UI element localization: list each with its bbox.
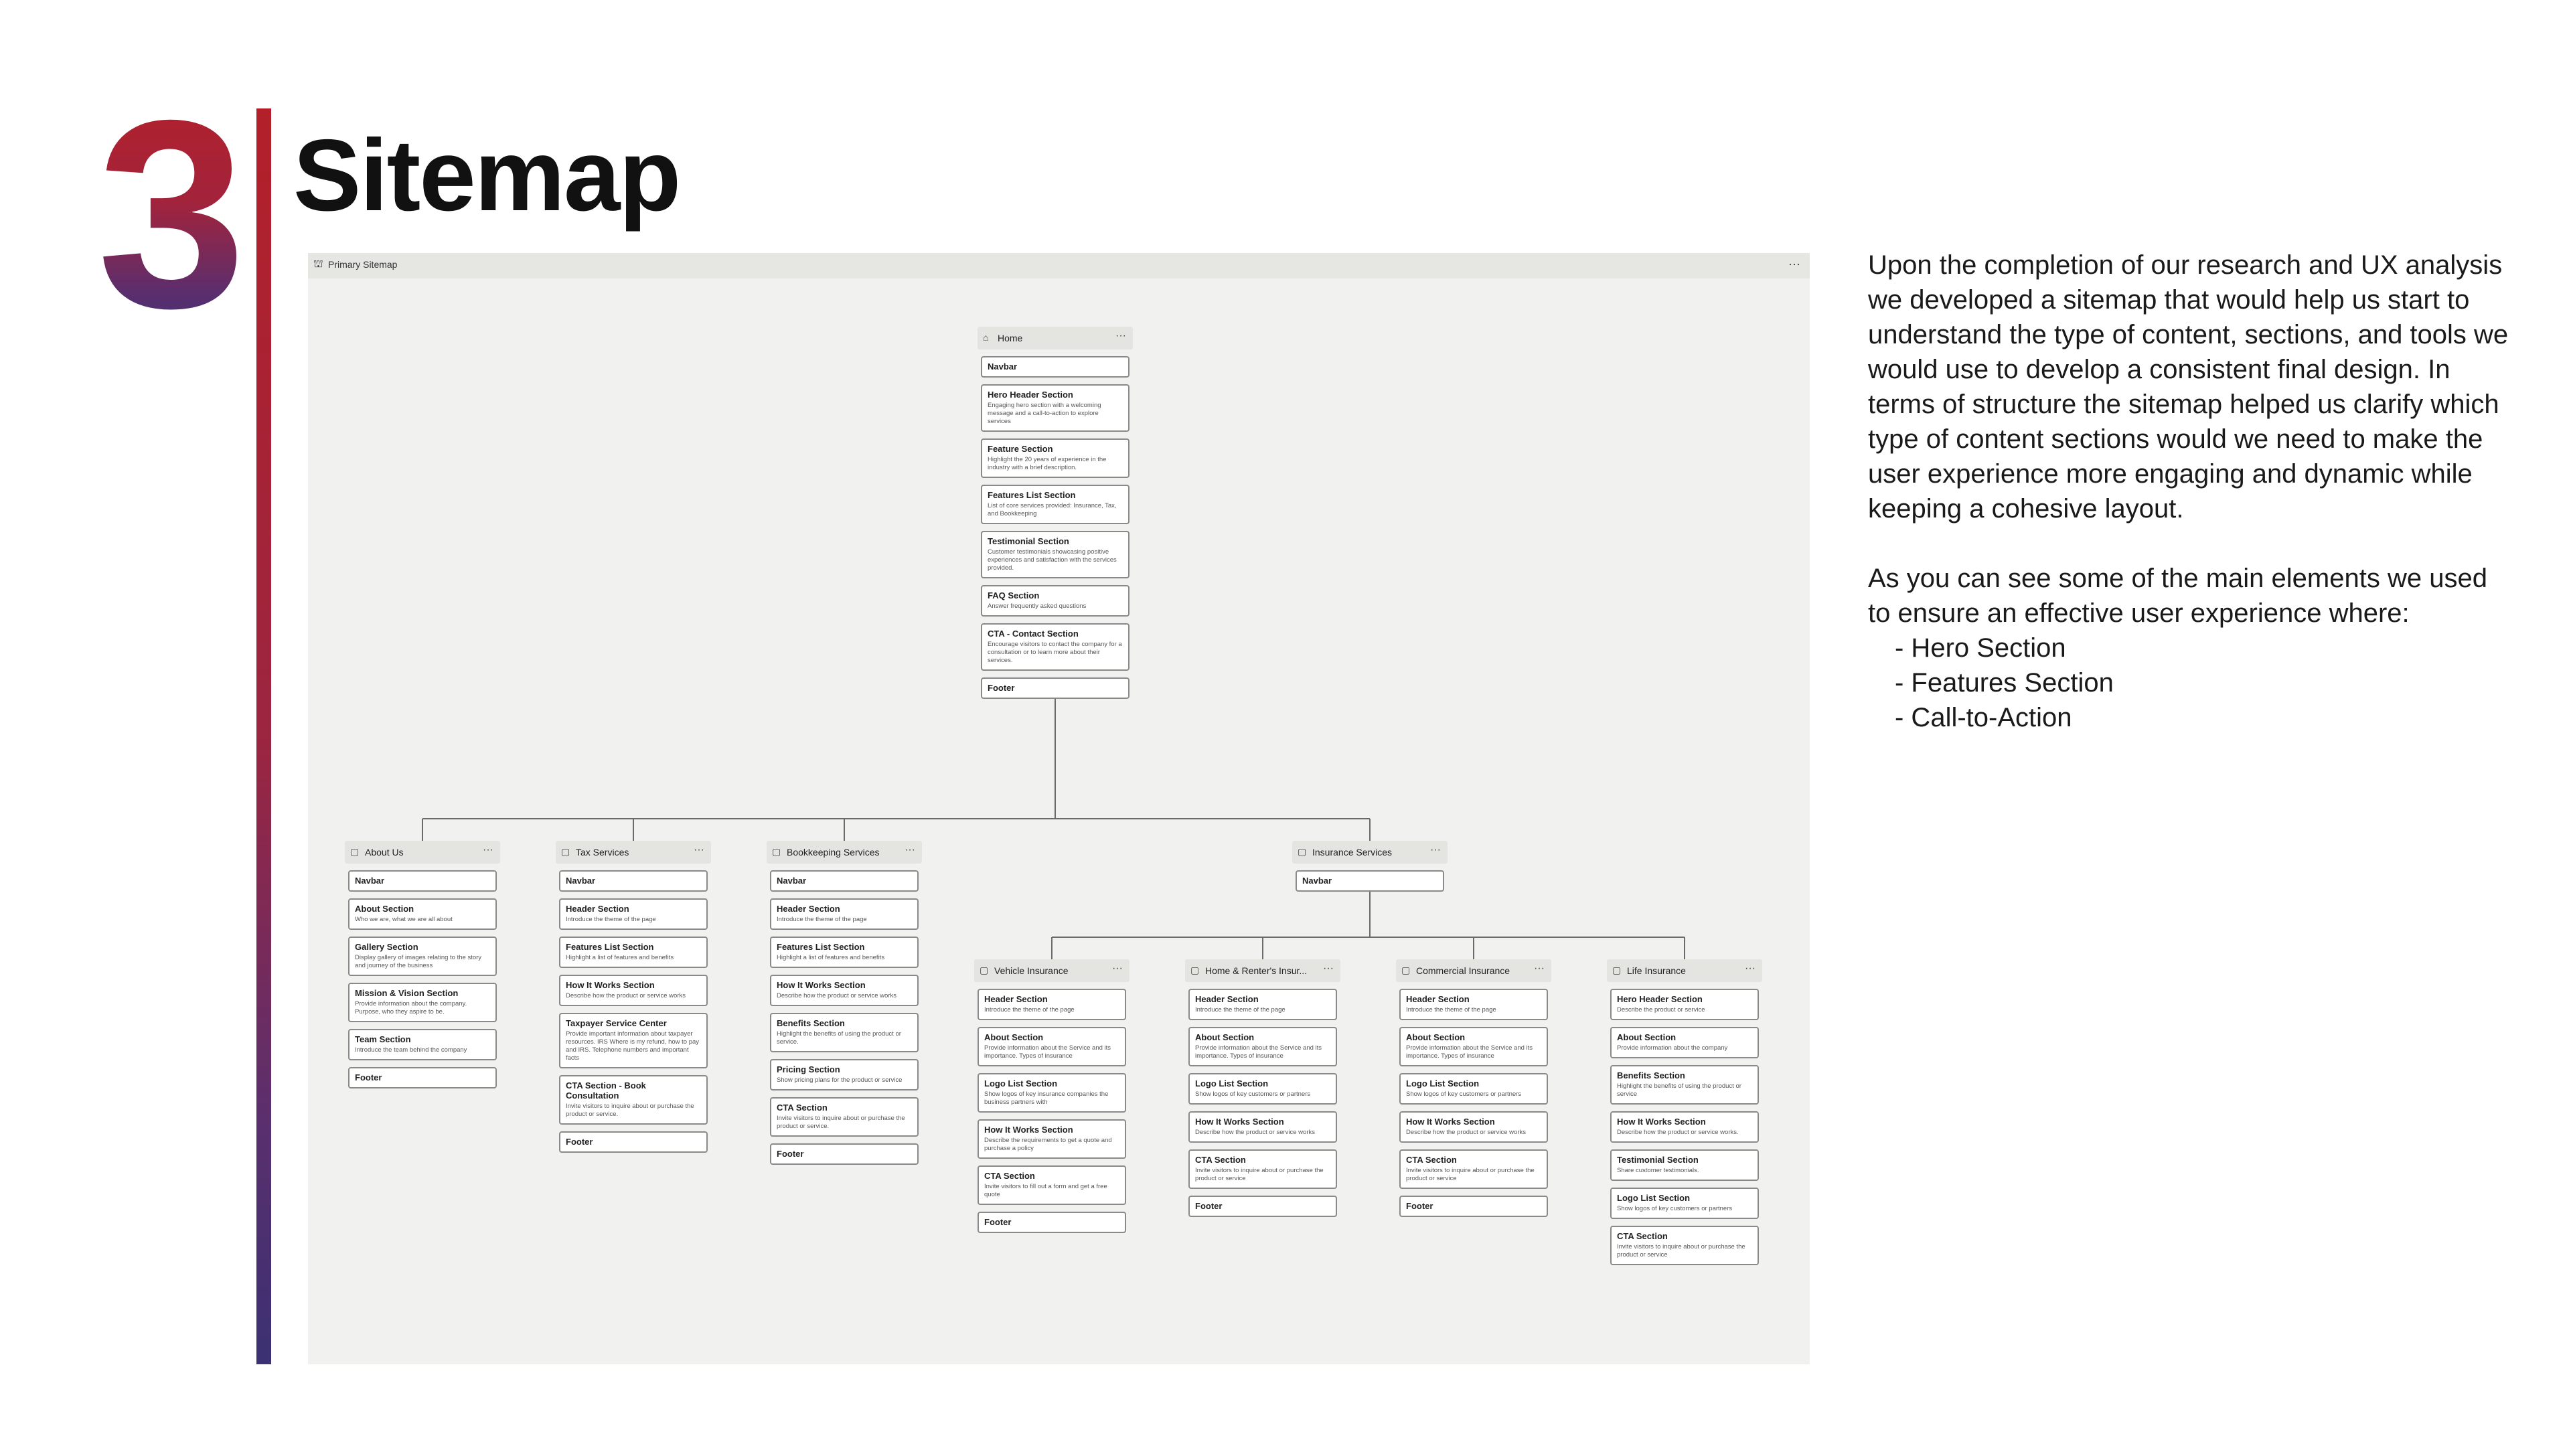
more-menu-icon[interactable]: ··· (694, 844, 704, 856)
section-card[interactable] (981, 531, 1129, 578)
section-title: Features List Section (566, 942, 654, 952)
section-card[interactable] (348, 870, 497, 892)
section-description: List of core services provided: Insurance, Tax, and Bookkeeping (988, 502, 1117, 517)
section-title: Features List Section (988, 490, 1076, 500)
section-title: CTA Section (984, 1171, 1035, 1181)
section-title: Navbar (355, 876, 385, 886)
section-description: Show pricing plans for the product or service (777, 1076, 903, 1084)
section-card[interactable] (1188, 1073, 1337, 1105)
page-commercial (1396, 959, 1551, 1224)
section-title: Header Section (1406, 994, 1470, 1004)
section-description: Introduce the theme of the page (777, 916, 867, 923)
section-description: Show logos of key insurance companies the business partners with (984, 1090, 1109, 1106)
section-card[interactable] (770, 898, 919, 930)
page-icon: ▢ (772, 846, 781, 857)
section-card[interactable] (559, 1131, 708, 1153)
section-description: Engaging hero section with a welcoming message and a call-to-action to explore services (988, 402, 1101, 425)
section-title: Navbar (1302, 876, 1332, 886)
section-title: Logo List Section (1406, 1078, 1480, 1088)
section-card[interactable] (770, 1059, 919, 1090)
section-description: Provide important information about taxpayer resources. IRS Where is my refund, how to pay and IRS. Telephone numbers and important facts (566, 1030, 700, 1062)
section-card[interactable] (981, 585, 1129, 617)
section-title: About Section (355, 904, 414, 914)
section-card[interactable] (1610, 1065, 1759, 1105)
section-description: Invite visitors to fill out a form and get a free quote (984, 1183, 1107, 1198)
section-title: Hero Header Section (988, 390, 1073, 400)
section-description: Invite visitors to inquire about or purchase the product or service (1617, 1243, 1745, 1259)
page-vehicle (974, 959, 1129, 1240)
section-card[interactable] (559, 1013, 708, 1068)
page-home-renter (1185, 959, 1340, 1224)
section-description: Highlight the benefits of using the product or service (1617, 1082, 1741, 1098)
section-description: Invite visitors to inquire about or purchase the product or service. (777, 1115, 905, 1130)
section-card[interactable] (1399, 1073, 1548, 1105)
section-card[interactable] (981, 356, 1129, 378)
section-card[interactable] (978, 1027, 1126, 1066)
section-card[interactable] (981, 438, 1129, 478)
section-title: Mission & Vision Section (355, 988, 459, 998)
page-title: About Us (365, 847, 404, 858)
page-title: Life Insurance (1627, 965, 1686, 976)
section-title: Navbar (988, 361, 1018, 372)
page-insurance (1292, 841, 1448, 898)
section-card[interactable] (1610, 1188, 1759, 1219)
sitemap-icon: ⛫ (313, 258, 323, 270)
section-description: Describe how the product or service works (566, 992, 686, 999)
section-description: Describe the product or service (1617, 1006, 1705, 1014)
section-title: About Section (1406, 1032, 1466, 1042)
section-title: Logo List Section (984, 1078, 1058, 1088)
section-title: Benefits Section (777, 1018, 845, 1028)
page-header[interactable] (974, 959, 1129, 982)
section-title: Navbar (777, 876, 807, 886)
section-title: Header Section (984, 994, 1048, 1004)
page-icon: ▢ (1401, 965, 1411, 975)
page-bookkeeping (767, 841, 922, 1171)
section-title: How It Works Section (984, 1125, 1073, 1135)
section-title: Logo List Section (1195, 1078, 1269, 1088)
section-title: Hero Header Section (1617, 994, 1703, 1004)
page-title: Vehicle Insurance (994, 965, 1069, 976)
section-description: Customer testimonials showcasing positive experiences and satisfaction with the services provided. (988, 548, 1117, 572)
section-description: Describe how the product or service works (1195, 1129, 1315, 1136)
page-header[interactable] (1185, 959, 1340, 982)
more-menu-icon[interactable]: ··· (1534, 963, 1545, 974)
page-header[interactable] (1607, 959, 1762, 982)
section-description: Describe how the product or service works. (1617, 1129, 1739, 1136)
page-icon: ▢ (980, 965, 989, 975)
section-title: Features List Section (777, 942, 865, 952)
section-title: FAQ Section (988, 590, 1040, 600)
section-card[interactable] (559, 898, 708, 930)
page-header[interactable] (1292, 841, 1448, 864)
section-card[interactable] (978, 1073, 1126, 1113)
section-card[interactable] (1399, 1196, 1548, 1217)
page-title: Insurance Services (1312, 847, 1393, 858)
more-menu-icon[interactable]: ··· (1115, 330, 1126, 341)
page-title: Bookkeeping Services (787, 847, 880, 858)
section-description: Describe how the product or service works (1406, 1129, 1526, 1136)
section-title: Header Section (777, 904, 840, 914)
section-description: Answer frequently asked questions (988, 602, 1087, 610)
section-card[interactable] (348, 1029, 497, 1060)
section-card[interactable] (348, 1067, 497, 1088)
section-title: Footer (984, 1217, 1012, 1227)
section-description: Invite visitors to inquire about or purchase the product or service. (566, 1103, 694, 1118)
section-title: Footer (777, 1149, 804, 1159)
section-title: How It Works Section (566, 980, 655, 990)
section-title: CTA - Contact Section (988, 629, 1079, 639)
bullet-item: - Hero Section (1895, 633, 2066, 663)
section-title: Taxpayer Service Center (566, 1018, 667, 1028)
more-menu-icon[interactable]: ··· (1323, 963, 1334, 974)
section-description: Invite visitors to inquire about or purchase the product or service (1195, 1167, 1324, 1182)
section-card[interactable] (1188, 1149, 1337, 1189)
section-description: Provide information about the Service and its importance. Types of insurance (1195, 1044, 1322, 1060)
section-description: Introduce the theme of the page (566, 916, 656, 923)
section-description: Highlight the 20 years of experience in the industry with a brief description. (988, 456, 1107, 471)
section-title: CTA Section (777, 1103, 828, 1113)
section-card[interactable] (559, 1075, 708, 1125)
section-title: How It Works Section (777, 980, 866, 990)
section-title: CTA Section (1195, 1155, 1246, 1165)
section-description: Share customer testimonials. (1617, 1167, 1699, 1174)
section-card[interactable] (978, 1165, 1126, 1205)
bullet-list (1868, 631, 2511, 735)
section-card[interactable] (1399, 1111, 1548, 1143)
section-card[interactable] (1610, 1027, 1759, 1058)
section-description: Highlight the benefits of using the product or service. (777, 1030, 901, 1046)
section-title: CTA Section (1406, 1155, 1457, 1165)
section-card[interactable] (770, 1013, 919, 1052)
canvas-title: Primary Sitemap (328, 259, 398, 270)
page-title: Commercial Insurance (1416, 965, 1510, 976)
page-title: Home & Renter's Insur... (1205, 965, 1308, 976)
section-card[interactable] (770, 1143, 919, 1165)
section-description: Introduce the theme of the page (1195, 1006, 1286, 1014)
page-about (345, 841, 500, 1095)
bullet-item: - Call-to-Action (1895, 703, 2072, 732)
section-card[interactable] (348, 983, 497, 1022)
section-description: Show logos of key customers or partners (1617, 1205, 1733, 1212)
section-card[interactable] (1610, 1111, 1759, 1143)
section-card[interactable] (770, 937, 919, 968)
section-description: Introduce the theme of the page (1406, 1006, 1496, 1014)
section-description: Show logos of key customers or partners (1406, 1090, 1522, 1098)
section-card[interactable] (1399, 989, 1548, 1020)
section-card[interactable] (559, 870, 708, 892)
section-description: Describe the requirements to get a quote and purchase a policy (984, 1137, 1112, 1152)
section-card[interactable] (770, 1097, 919, 1137)
section-description: Highlight a list of features and benefits (777, 954, 885, 961)
section-title: Footer (1195, 1201, 1223, 1211)
section-title: About Section (1195, 1032, 1255, 1042)
section-title: How It Works Section (1617, 1117, 1706, 1127)
more-menu-icon[interactable]: ··· (905, 844, 915, 856)
section-title: Testimonial Section (988, 536, 1069, 546)
section-title: Team Section (355, 1034, 411, 1044)
section-card[interactable] (1610, 1149, 1759, 1181)
page-header[interactable] (345, 841, 500, 864)
section-description: Who we are, what we are all about (355, 916, 453, 923)
section-description: Describe how the product or service works (777, 992, 897, 999)
section-description: Invite visitors to inquire about or purchase the product or service (1406, 1167, 1535, 1182)
section-description: Provide information about the Service and its importance. Types of insurance (984, 1044, 1111, 1060)
description (1868, 248, 2511, 735)
section-title: Footer (355, 1072, 382, 1082)
page-title: Tax Services (576, 847, 629, 858)
page-header[interactable] (1396, 959, 1551, 982)
page-icon: ▢ (1612, 965, 1622, 975)
section-title: Navbar (566, 876, 596, 886)
bullet-item: - Features Section (1895, 668, 2114, 698)
description-paragraph: Upon the completion of our research and UX analysis we developed a sitemap that would help us start to understand the type of content, sections, and tools we would use to develop a consistent final design. In terms of structure the sitemap helped us clarify which type of content sections would we need to make the user experience more engaging and dynamic while keeping a cohesive layout. (1868, 250, 2509, 523)
section-number: 3 (97, 64, 240, 363)
page-header[interactable] (978, 327, 1133, 349)
section-card[interactable] (770, 870, 919, 892)
section-description: Display gallery of images relating to the story and journey of the business (355, 954, 482, 969)
section-card[interactable] (559, 975, 708, 1006)
page-icon: ▢ (1190, 965, 1200, 975)
section-title: About Section (1617, 1032, 1677, 1042)
section-title: Footer (1406, 1201, 1433, 1211)
section-card[interactable] (1188, 989, 1337, 1020)
section-title: Logo List Section (1617, 1193, 1691, 1203)
section-card[interactable] (1610, 989, 1759, 1020)
section-description: Highlight a list of features and benefits (566, 954, 674, 961)
section-title: Gallery Section (355, 942, 418, 952)
section-card[interactable] (1610, 1226, 1759, 1265)
more-menu-icon[interactable]: ··· (1788, 257, 1800, 270)
section-card[interactable] (1188, 1027, 1337, 1066)
section-title: Footer (988, 683, 1015, 693)
section-title: Testimonial Section (1617, 1155, 1699, 1165)
page-header[interactable] (556, 841, 711, 864)
section-title: How It Works Section (1406, 1117, 1495, 1127)
section-title: Header Section (1195, 994, 1259, 1004)
more-menu-icon[interactable]: ··· (1112, 963, 1123, 974)
page-icon: ▢ (561, 846, 570, 857)
section-title: Pricing Section (777, 1064, 840, 1074)
section-description: Introduce the team behind the company (355, 1046, 467, 1054)
section-title: Feature Section (988, 444, 1053, 454)
section-title: Footer (566, 1137, 593, 1147)
section-card[interactable] (1296, 870, 1444, 892)
section-card[interactable] (1188, 1111, 1337, 1143)
section-description: Provide information about the company (1617, 1044, 1728, 1052)
page-icon: ▢ (1298, 846, 1307, 857)
section-title: CTA Section (1617, 1231, 1668, 1241)
section-description: Show logos of key customers or partners (1195, 1090, 1311, 1098)
section-card[interactable] (978, 1212, 1126, 1233)
section-title: Benefits Section (1617, 1070, 1685, 1080)
page-home (978, 327, 1133, 706)
section-card[interactable] (981, 677, 1129, 699)
more-menu-icon[interactable]: ··· (1430, 844, 1441, 856)
section-title: About Section (984, 1032, 1044, 1042)
section-title: How It Works Section (1195, 1117, 1284, 1127)
page-title: Sitemap (293, 118, 680, 232)
section-card[interactable] (1399, 1027, 1548, 1066)
section-card[interactable] (978, 989, 1126, 1020)
section-card[interactable] (981, 623, 1129, 671)
section-description: Provide information about the company. Purpose, who they aspire to be. (355, 1000, 467, 1016)
page-icon: ▢ (350, 846, 360, 857)
sitemap-canvas[interactable] (308, 253, 1810, 1364)
section-card[interactable] (1399, 1149, 1548, 1189)
section-card[interactable] (770, 975, 919, 1006)
section-card[interactable] (348, 898, 497, 930)
page-title: Home (998, 333, 1023, 343)
page-life (1607, 959, 1762, 1272)
page-header[interactable] (767, 841, 922, 864)
section-description: Introduce the theme of the page (984, 1006, 1075, 1014)
section-description: Provide information about the Service and its importance. Types of insurance (1406, 1044, 1533, 1060)
section-card[interactable] (978, 1119, 1126, 1159)
section-card[interactable] (981, 485, 1129, 524)
section-card[interactable] (981, 384, 1129, 432)
accent-bar (256, 108, 271, 1364)
section-card[interactable] (559, 937, 708, 968)
section-title: CTA Section - Book Consultation (566, 1080, 646, 1101)
section-description: Encourage visitors to contact the company for a consultation or to learn more about their services. (988, 641, 1122, 664)
section-title: Header Section (566, 904, 629, 914)
more-menu-icon[interactable]: ··· (1745, 963, 1756, 974)
home-icon: ⌂ (983, 332, 989, 343)
section-card[interactable] (348, 937, 497, 976)
page-tax (556, 841, 711, 1159)
section-card[interactable] (1188, 1196, 1337, 1217)
more-menu-icon[interactable]: ··· (483, 844, 493, 856)
description-paragraph: As you can see some of the main elements we used to ensure an effective user experience where: (1868, 564, 2487, 628)
